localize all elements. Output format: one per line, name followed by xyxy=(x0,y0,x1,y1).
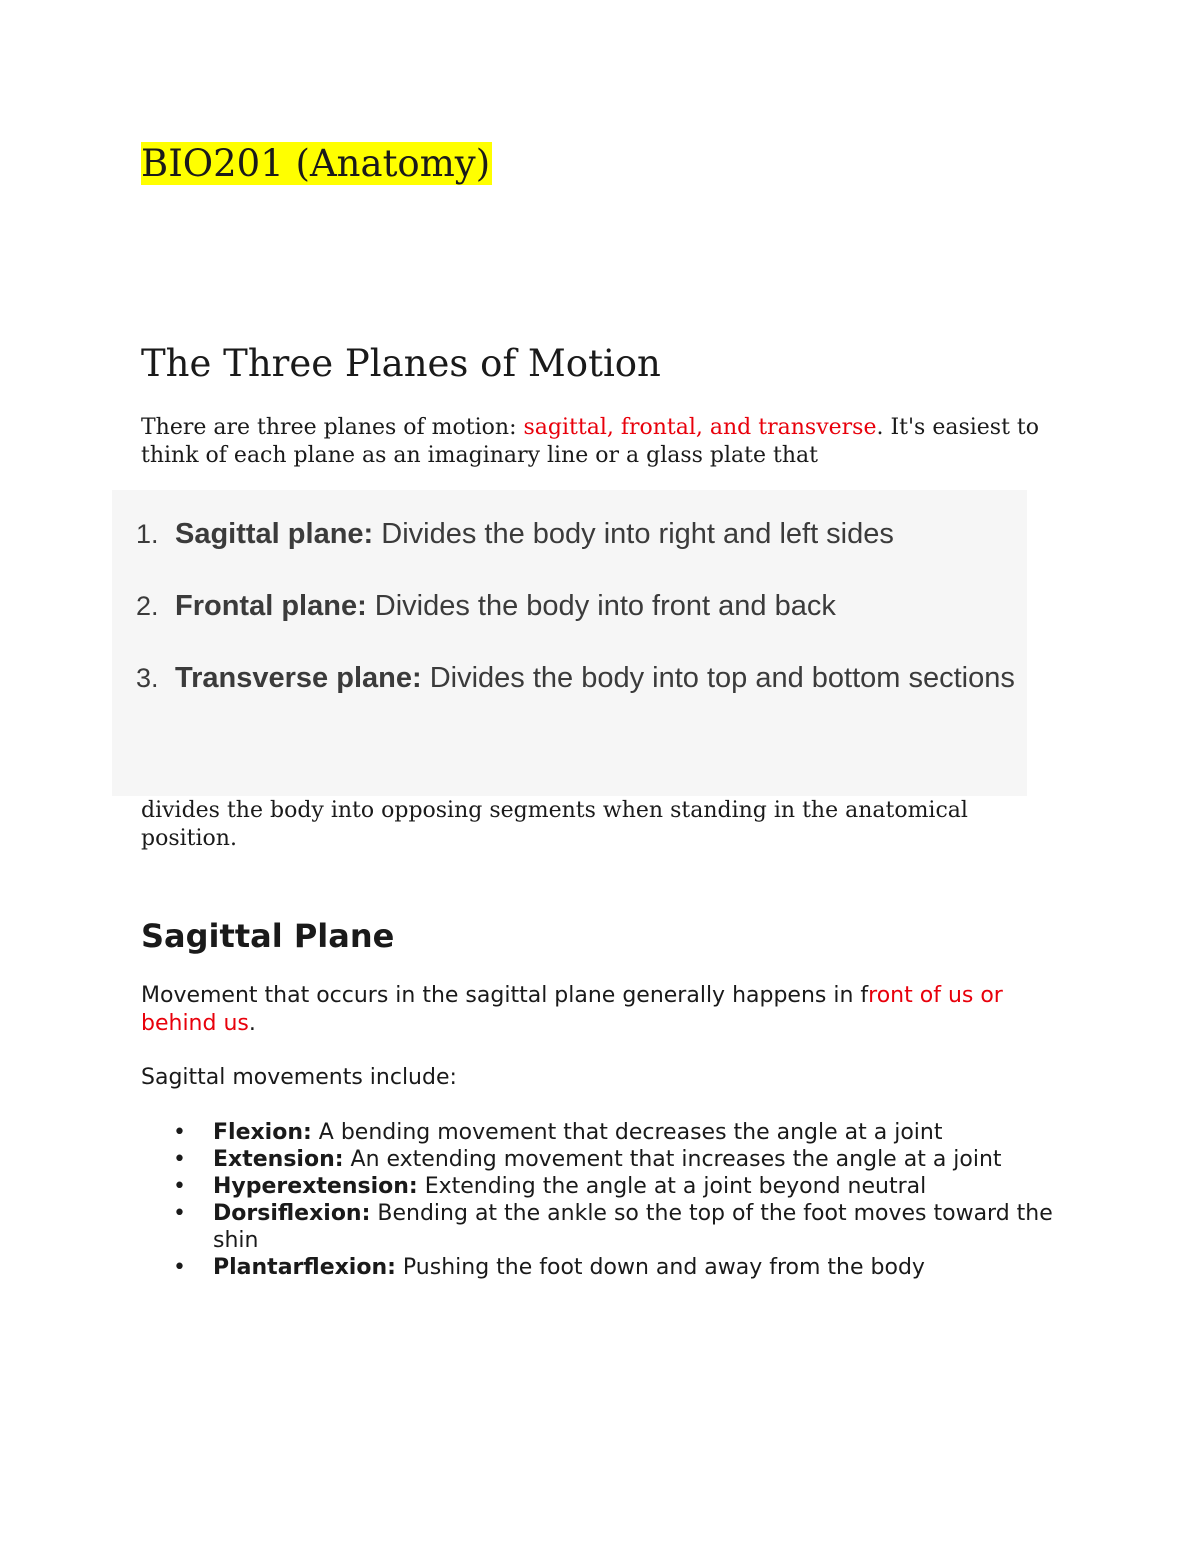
plane-term: Frontal plane: xyxy=(175,590,367,622)
intro-continuation: divides the body into opposing segments when standing in the anatomical position. xyxy=(141,798,968,851)
bullet-icon: • xyxy=(173,1120,186,1145)
plane-number: 1. xyxy=(136,519,159,549)
movement-item-dorsiflexion xyxy=(141,1200,1081,1254)
section-title: The Three Planes of Motion xyxy=(141,342,661,385)
sagittal-heading: Sagittal Plane xyxy=(141,917,395,955)
plane-text xyxy=(175,584,1015,628)
movement-description: Extending the angle at a joint beyond neutral xyxy=(417,1174,927,1199)
plane-term: Sagittal plane: xyxy=(175,518,374,550)
course-title-highlight: BIO201 (Anatomy) xyxy=(141,142,491,185)
movements-intro: Sagittal movements include: xyxy=(141,1065,457,1090)
movements-list xyxy=(141,1119,1081,1281)
movement-item-extension xyxy=(141,1146,1081,1173)
movement-description: An extending movement that increases the angle at a joint xyxy=(343,1147,1002,1172)
sagittal-text-before: Movement that occurs in the sagittal plane generally happens in f xyxy=(141,983,869,1008)
sagittal-highlight: ront of us or behind us xyxy=(141,983,1003,1036)
plane-number: 2. xyxy=(136,591,159,621)
movement-item-plantarflexion xyxy=(141,1254,1081,1281)
movement-term: Hyperextension: xyxy=(213,1174,418,1199)
intro-highlight: sagittal, frontal, and transverse xyxy=(523,415,877,440)
movement-item-flexion xyxy=(141,1119,1081,1146)
plane-term: Transverse plane: xyxy=(175,662,422,694)
plane-text xyxy=(175,512,1015,556)
bullet-icon: • xyxy=(173,1255,186,1280)
bullet-icon: • xyxy=(173,1201,186,1226)
planes-image-panel xyxy=(112,490,1027,796)
movement-term: Flexion: xyxy=(213,1120,312,1145)
movement-item-hyperextension xyxy=(141,1173,1081,1200)
course-title xyxy=(141,138,492,190)
plane-description: Divides the body into top and bottom sections xyxy=(421,662,1015,694)
sagittal-paragraph xyxy=(141,982,1061,1038)
plane-number: 3. xyxy=(136,663,159,693)
plane-description: Divides the body into front and back xyxy=(366,590,836,622)
plane-text xyxy=(175,656,1015,700)
movement-description: A bending movement that decreases the angle at a joint xyxy=(311,1120,943,1145)
plane-description: Divides the body into right and left sides xyxy=(373,518,894,550)
movement-description: Pushing the foot down and away from the body xyxy=(395,1255,925,1280)
sagittal-text-after: . xyxy=(248,1011,256,1036)
movement-term: Dorsiflexion: xyxy=(213,1201,371,1226)
intro-text-after: . It's easiest to think of each plane as an imaginary line or a glass plate that xyxy=(141,415,1040,468)
movement-description: Bending at the ankle so the top of the foot moves toward the shin xyxy=(213,1201,1053,1253)
intro-paragraph xyxy=(141,414,1041,470)
intro-text-before: There are three planes of motion: xyxy=(141,415,524,440)
bullet-icon: • xyxy=(173,1174,186,1199)
movement-term: Extension: xyxy=(213,1147,344,1172)
bullet-icon: • xyxy=(173,1147,186,1172)
movement-term: Plantarflexion: xyxy=(213,1255,396,1280)
